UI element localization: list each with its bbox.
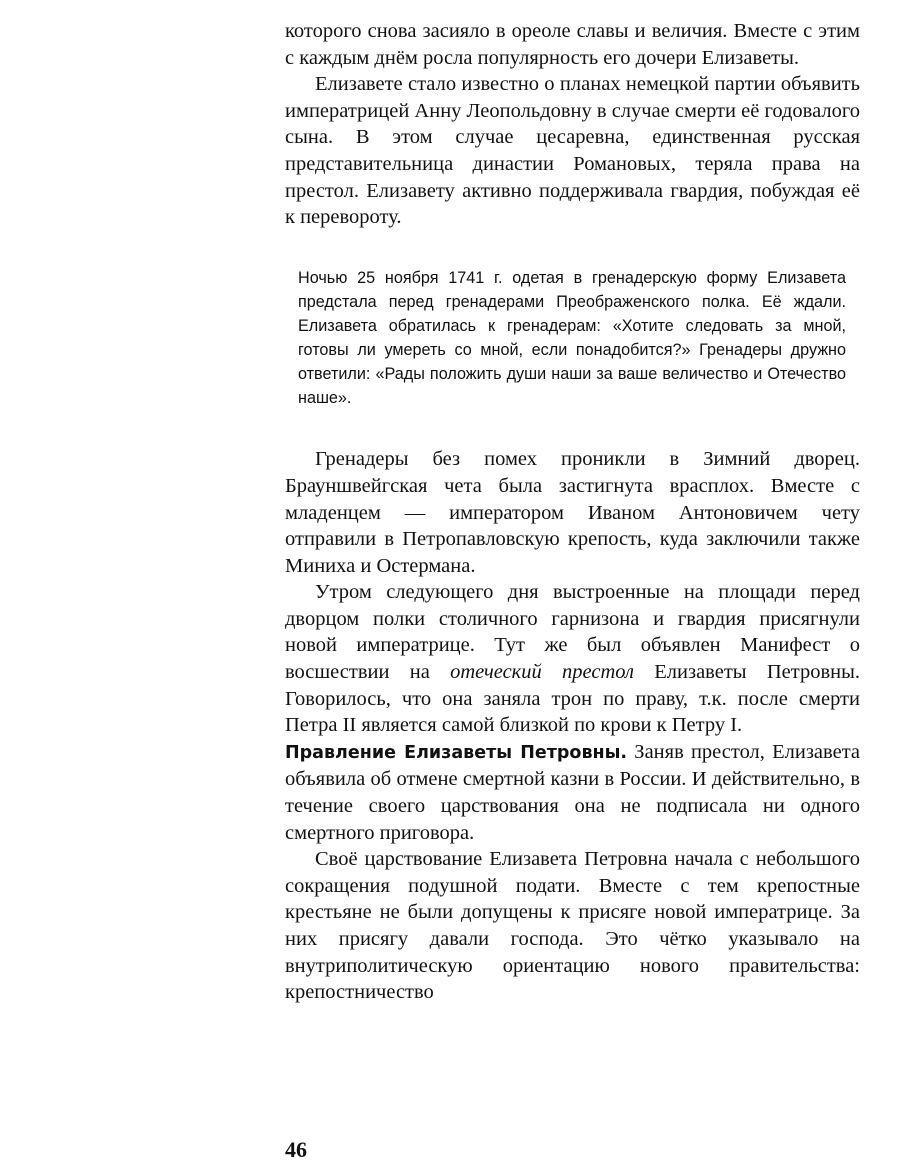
manifest-text-after: Елизаветы Петровны. Говорилось, что она заняла трон по праву, т.к. после смерти Петра II является самой близкой по крови к Петру I. <box>285 661 860 737</box>
paragraph-continuation: которого снова засияло в ореоле славы и величия. Вместе с этим с каждым днём росла популярность его дочери Елизаветы. <box>285 20 860 69</box>
paragraph-german-party: Елизавете стало известно о планах немецкой партии объявить императрицей Анну Леопольдовну в случае смерти её годовалого сына. В этом случае цесаревна, единственная русская представительница династии Романовых, теряла права на престол. Елизавету активно поддерживала гвардия, побуждая её к перевороту. <box>285 73 860 229</box>
paragraph-grenadiers: Гренадеры без помех проникли в Зимний дворец. Брауншвейгская чета была застигнута врасплох. Вместе с младенцем — императором Иваном Антоновичем чету отправили в Петропавловскую крепость, куда заключили также Миниха и Остермана. <box>285 448 860 577</box>
paragraph-tax: Своё царствование Елизавета Петровна начала с небольшого сокращения подушной подати. Вместе с тем крепостные крестьяне не были допущены к присяге новой императрице. За них присягу давали господа. Это чётко указывало на внутриполитическую ориентацию нового правительства: крепостничество <box>285 848 860 1004</box>
reign-text: Заняв престол, Елизавета объявила об отмене смертной казни в России. И действительно, в течение своего царствования она не подписала ни одного смертного приговора. <box>285 740 860 844</box>
paragraph-manifest <box>285 579 860 739</box>
page-number: 46 <box>285 1137 307 1162</box>
manifest-italic: отеческий престол <box>450 661 634 684</box>
section-heading: Правление Елизаветы Петровны. <box>285 742 628 763</box>
text-block-bottom <box>285 446 860 1005</box>
paragraph-reign <box>285 739 860 846</box>
text-block-top <box>285 18 860 231</box>
quote-box: Ночью 25 ноября 1741 г. одетая в гренадерскую форму Елизавета предстала перед гренадерами Преображенского полка. Её ждали. Елизавета обратилась к гренадерам: «Хотите следовать за мной, готовы ли умереть со мной, если понадобится?» Гренадеры дружно ответили: «Рады положить души наши за ваше величество и Отечество наше». <box>298 268 846 408</box>
manifest-text-before: Утром следующего дня выстроенные на площади перед дворцом полки столичного гарнизона и гвардия присягнули новой императрице. Тут же был объявлен Манифест о восшествии на <box>285 581 860 684</box>
page-body <box>285 18 860 1006</box>
